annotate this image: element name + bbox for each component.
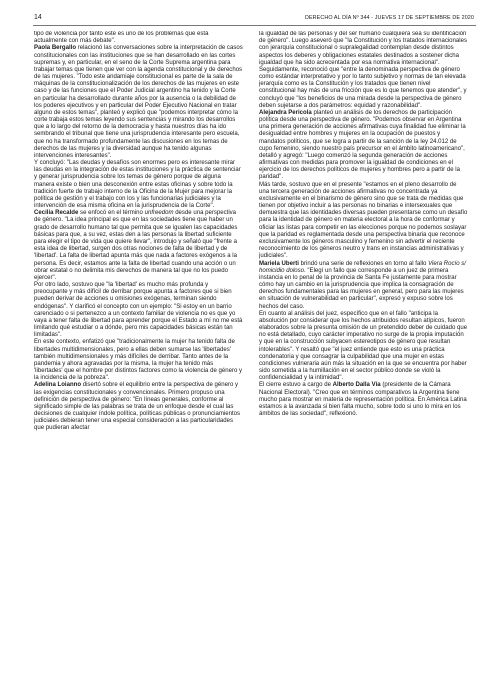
speaker-name: Paola Bergallo [34, 45, 77, 52]
publication-info: DERECHO AL DÍA Nº 344 - JUEVES 17 DE SEPTIEMBRE DE 2020 [304, 15, 474, 21]
paragraph: Mariela Uberti brindó una serie de reflexiones en torno al fallo Viera Rocío s/ homicidio doloso. "Elegí un fallo que corresponde a un juez de primera instancia en lo penal de la provincia de Santa Fe justamente para mostrar cómo hay un cambio en la jurisprudencia que implica la consagración de derechos fundamentales para las mujeres en general, pero para las mujeres en situación de vulnerabilidad en particular", expresó y expuso sobre los hechos del caso. [259, 260, 466, 310]
paragraph: Paola Bergallo relacionó las conversaciones sobre la interpretación de casos constitucionales con las instituciones que se han desarrollado en las cortes supremas y, en particular, en el seno de la Corte Suprema argentina para trabajar temas que tienen que ver con la agenda constitucional y de derechos de las mujeres. "Todo este andamiaje constitucional es parte de la sala de máquinas de la constitucionalización de los derechos de las mujeres en este caso y de las funciones que el Poder Judicial argentino ha tenido y la Corte en particular ha desarrollado durante años por la ausencia o la debilidad de los poderes ejecutivos y en particular del Poder Ejecutivo Nacional en tratar alguno de estos temas", planteó y explicó que "podemos interpretar cómo la corte trabaja estos temas leyendo sus sentencias y mirando los desarrollos que a lo largo del retorno de la democracia y hasta nuestros días ha ido sembrando el tribunal que tiene una jurisprudencia interesante pero escuela, que no ha transformado profundamente las discusiones en los temas de derechos de las mujeres y la diversidad aunque ha tenido algunas intervenciones interesantes". [34, 45, 243, 159]
paragraph: tipo de violencia por tanto este es uno de los problemas que está actualmente con más debate". [34, 31, 209, 45]
paragraph: En cuanto al análisis del juez, específico que en el fallo "anticipa la absolución por considerar que los hechos atribuidos resultan atípicos, fueron elaborados sobre la presunta omisión de un pretendido deber de cuidado que no está detallado, cuyo carácter imperativo no surge de la propia imputación y que en la construcción subyacen estereotipos de género que resultan intolerables". Y resaltó que "el juez entiende que esto es una práctica condenatoria y que consagrar la culpabilidad que una mujer en estas condiciones vulneraria aún más la situación en la que se encuentra por haber sido sometida a la humillación en el sector público donde se violó la confidencialidad y la intimidad". [259, 310, 468, 382]
paragraph: Seguidamente, reconoció que "entre la denominada perspectiva de género como estándar interpretativo y por lo tanto subjetivo y normas de tan elevada jerarquía como es la Constitución y los tratados que tienen nivel constitucional hay más de una fricción que es lo que tenemos que atender", y concluyó que "los beneficios de una mirada desde la perspectiva de género deben sujetarse a dos parámetros: equidad y razonabilidad". [259, 66, 467, 109]
speaker-name: Cecilia Recalde [34, 210, 79, 217]
paragraph: El cierre estuvo a cargo de Alberto Dalla Vía (presidente de la Cámara Nacional Electoral). "Creo que en términos comparativos la Argentina tiene mucho para mostrar en materia de representación política. En América Latina estamos a la avanzada si bien falta mucho, sobre todo si uno lo mira en los ámbitos de las sociedad", reflexionó. [259, 382, 467, 418]
paragraph: Adelina Loianno disertó sobre el equilibrio entre la perspectiva de género y las exigencias constitucionales y convencionales. Primero propuso una definición de perspectiva de género: "En líneas generales, conforme al significado simple de las palabras se trata de un enfoque desde el cual las decisiones de cualquier índole política, políticas públicas o pronunciamientos judiciales debieran tener una especial consideración a las particularidades que pudieran afectar [34, 382, 241, 432]
speaker-name: Alberto Dalla Vía [332, 382, 381, 389]
paragraph: la igualdad de las personas y del ser humano cualquiera sea su identificación de género". Luego aseveró que "la Constitución y los tratados internacionales con jerarquía constitucional o supralegalidad contemplan desde distintos aspectos los deberes y obligaciones estatales destinados a sostener dicha igualdad que ha sido acrecentada por esa normativa internacional". [259, 31, 468, 66]
paragraph: Por otro lado, sostuvo que "la 'libertad' es mucho más profunda y preocupante y más difícil de derribar porque apunta a factores que si bien pueden derivar de acciones u omisiones exógenas, terminan siendo endógenas". Y clarificó el concepto con un ejemplo: "Si estoy en un barrio carenciado o si pertenezco a un contexto familiar de violencia no es que yo vaya a tener falta de libertad para aprender porque el Estado a mí no me está limitando qué estudiar o a dónde, pero mis capacidades básicas están tan limitadas". [34, 282, 243, 339]
paragraph: Alejandra Pericola planteó un análisis de los derechos de participación política desde una perspectiva de género. "Podemos observar en Argentina una primera generación de acciones afirmativas cuya finalidad fue eliminar la desigualdad entre hombres y mujeres en la ocupación de puestos y mandatos políticos, que se logra a partir de la sanción de la ley 24.012 de cupo femenino, siendo nuestro país precursor en el ámbito latinoamericano", detalló y agregó: "Luego comenzó la segunda generación de acciones afirmativas con medidas para promover la igualdad de condiciones en el ejercicio de los derechos políticos de mujeres y hombres pero a partir de la paridad". [259, 109, 466, 181]
paragraph: Cecilia Recalde se enfocó en el término unfreedom desde una perspectiva de género. "La idea principal es que en las sociedades tiene que haber un grado de desarrollo humano tal que permita que se igualen las capacidades básicas para que, a su vez, estas den a las personas la libertad suficiente para elegir el tipo de vida que quiere llevar", introdujo y señaló que "frente a esta idea de libertad, surgen dos otras nociones de falta de libertad y de 'libertad'. La falta de libertad apunta más que nada a factores exógenos a la persona. Es decir, estamos ante la falta de libertad cuando una acción o un obrar estatal o no delimita mis derechos de manera tal que no los puedo ejercer". [34, 210, 238, 281]
left-column [34, 31, 243, 656]
page-number: 14 [34, 14, 42, 21]
header-divider [33, 25, 476, 26]
speaker-name: Mariela Uberti [259, 260, 299, 267]
paragraph: En este contexto, enfatizó que "tradicionalmente la mujer ha tenido falta de libertades multidimensionales, pero a ellas deben sumarse las 'libertades' también multidimensionales y más difíciles de derribar. Tanto antes de la pandemia y ahora agravadas por la misma, la mujer ha tenido más 'libertades' que el hombre por distintos factores como la violencia de género y la incidencia de la pobreza". [34, 339, 243, 382]
page-header [0, 0, 500, 24]
speaker-name: Alejandra Pericola [259, 109, 312, 116]
paragraph: Y concluyó: "Las deudas y desafíos son enormes pero es interesante mirar las deudas en la integración de estas instituciones y la práctica de sentenciar y generar jurisprudencia sobre los temas de género porque de alguna manera existe o bien una desconexión entre estas oficinas y sobre todo la tradición fuerte de trabajo interno de la Oficina de la Mujer para mejorar la política de gestión y el trabajo con los y las funcionarias judiciales y la intervención de esa misma oficina en la jurisprudencia de la Corte". [34, 160, 241, 210]
speaker-name: Adelina Loianno [34, 382, 82, 389]
right-column [259, 31, 468, 656]
paragraph: Más tarde, sostuvo que en el presente "estamos en el pleno desarrollo de una tercera generación de acciones afirmativas no concentrada ya exclusivamente en el binarismo de género sino que se trata de medidas que tienen por objetivo incluir a las personas no binarias e intersexuales que demuestra que las identidades diversas pueden presentarse como un desafío para la identidad de género en materia electoral a la hora de conformar y oficiar las listas para competir en las elecciones porque no podemos soslayar que la paridad es reglamentada desde una perspectiva binaria que reconoce exclusivamente los géneros masculino y femenino sin advertir el reciente reconocimiento de los géneros neutro y trans en instancias administrativas y judiciales". [259, 181, 468, 260]
